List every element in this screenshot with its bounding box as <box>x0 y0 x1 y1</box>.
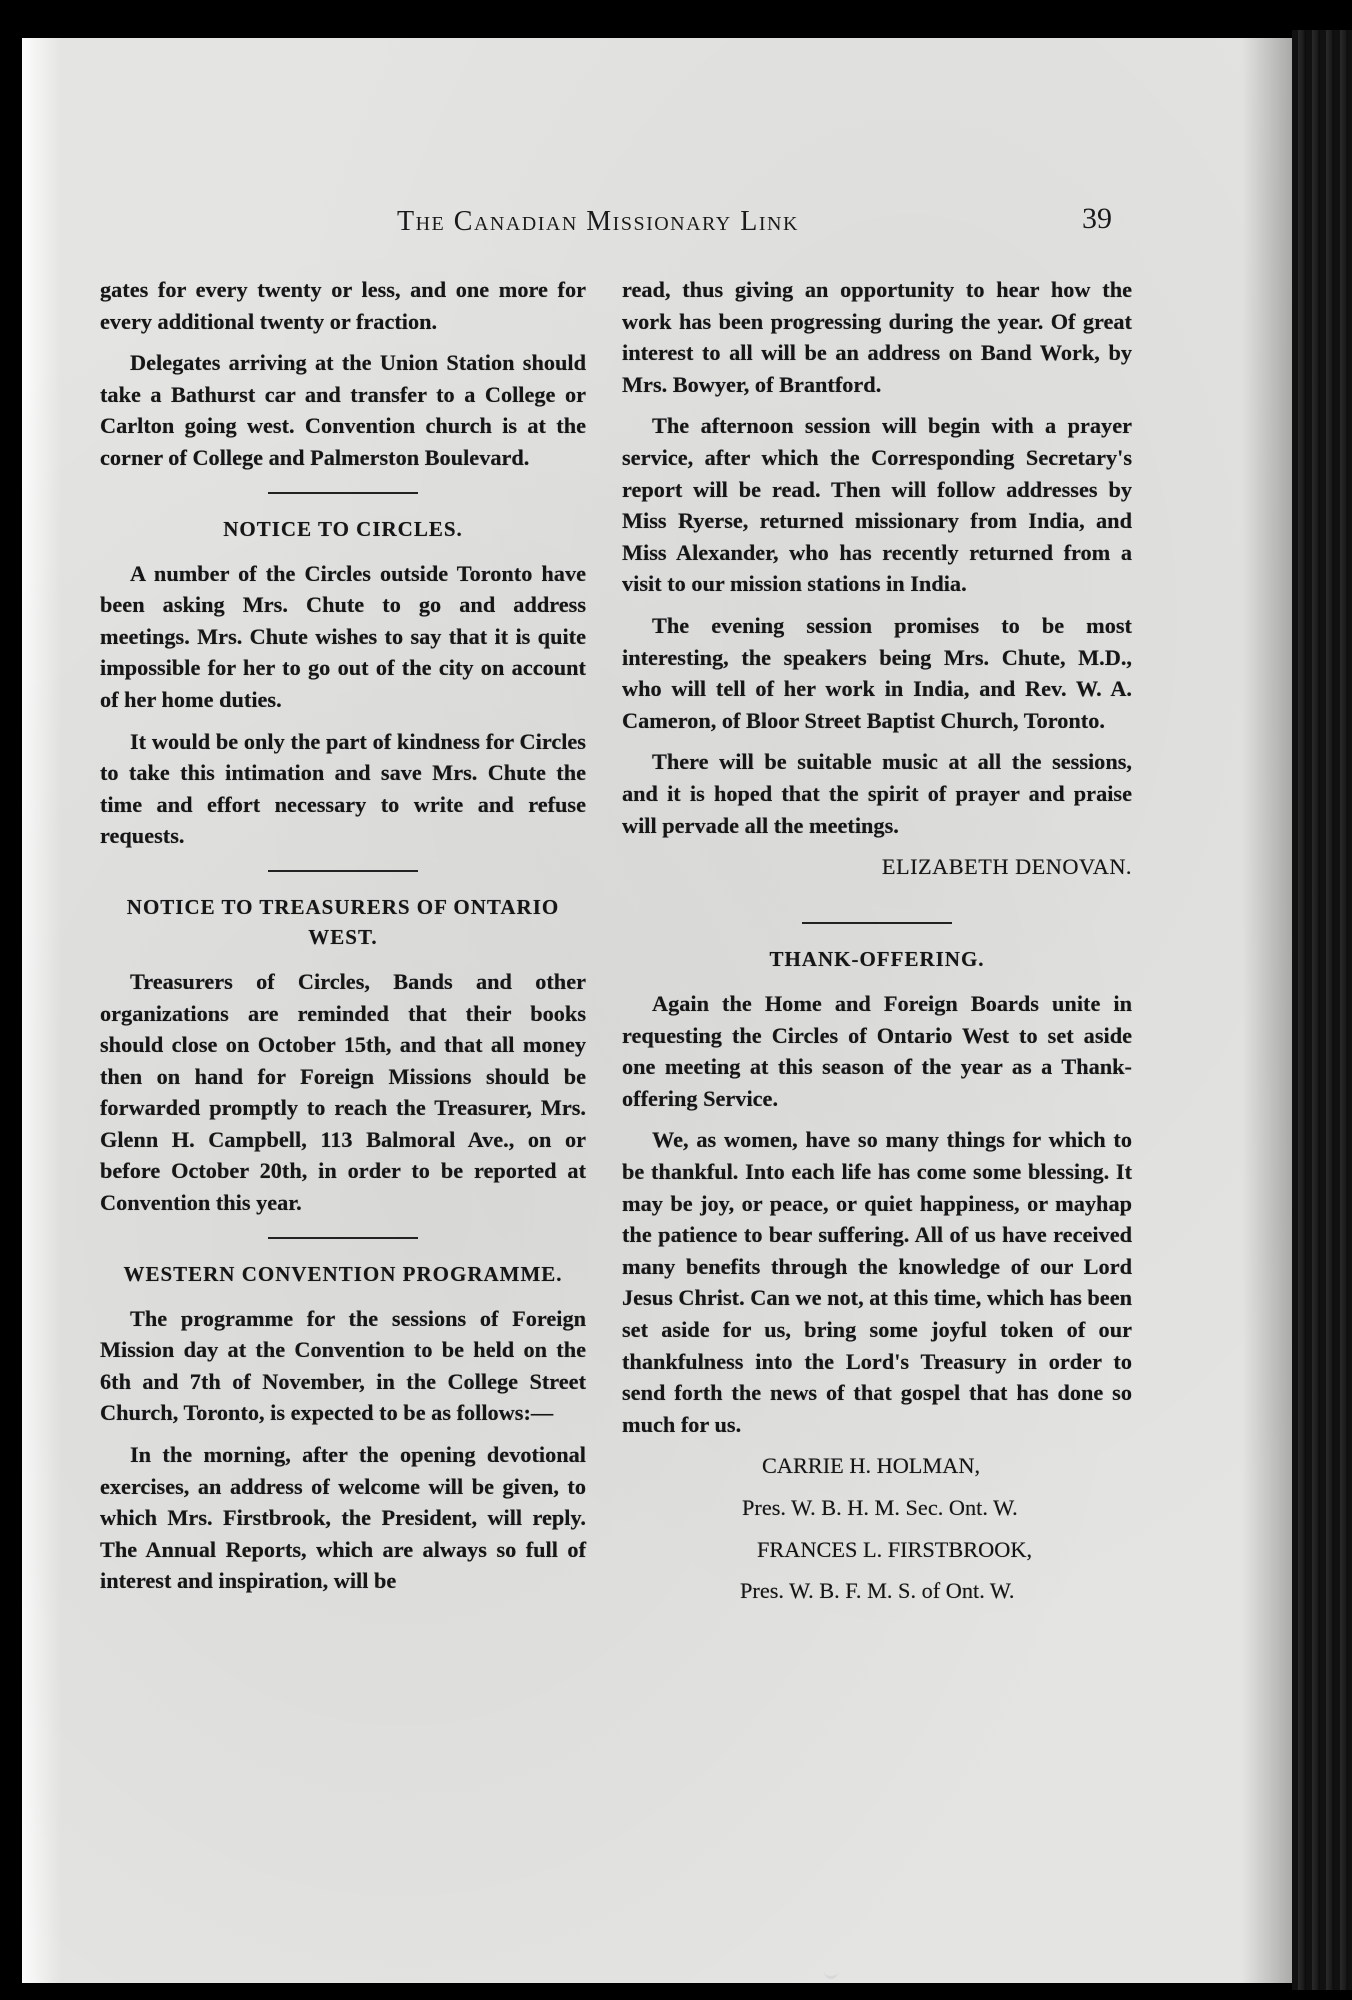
paragraph: gates for every twenty or less, and one more for every additional twenty or fraction. <box>100 277 586 334</box>
running-title: The Canadian Missionary Link <box>397 206 799 237</box>
section-heading-programme: WESTERN CONVENTION PROGRAMME. <box>123 1261 563 1286</box>
signature-firstbrook-title: Pres. W. B. F. M. S. of Ont. W. <box>740 1578 1015 1604</box>
paragraph: A number of the Circles outside Toronto have been asking Mrs. Chute to go and address meetings. Mrs. Chute wishes to say that it is quite impossible for her to go out of the city on account of her home duties. <box>100 560 586 712</box>
scanned-page <box>22 38 1292 1983</box>
paragraph: The afternoon session will begin with a prayer service, after which the Corresponding Secretary's report will be read. Then will follow addresses by Miss Ryerse, returned missionary from India, and Miss Alexander, who has recently returned from a visit to our mission stations in India. <box>622 413 1132 597</box>
signature-firstbrook: FRANCES L. FIRSTBROOK, <box>757 1536 1033 1562</box>
paragraph: We, as women, have so many things for which to be thankful. Into each life has come some blessing. It may be joy, or peace, or quiet happiness, or mayhap the patience to bear suffering. All of us have received many benefits through the knowledge of our Lord Jesus Christ. Can we not, at this time, which has been set aside for us, bring some joyful token of our thankfulness into the Lord's Treasury in order to send forth the news of that gospel that has done so much for us. <box>622 1127 1132 1437</box>
paragraph: In the morning, after the opening devotional exercises, an address of welcome will be given, to which Mrs. Firstbrook, the President, will reply. The Annual Reports, which are always so full of interest and inspiration, will be <box>100 1442 586 1594</box>
section-heading-thank-offering: THANK-OFFERING. <box>769 947 985 972</box>
signature-holman-title: Pres. W. B. H. M. Sec. Ont. W. <box>742 1495 1018 1520</box>
left-column <box>100 274 586 1607</box>
paragraph: Delegates arriving at the Union Station should take a Bathurst car and transfer to a College or Carlton going west. Convention church is at the corner of College and Palmerston Boulevard. <box>100 350 586 470</box>
right-column <box>622 274 1132 1617</box>
section-divider <box>802 922 952 924</box>
paragraph: read, thus giving an opportunity to hear how the work has been progressing during the year. Of great interest to all will be an address on Band Work, by Mrs. Bowyer, of Brantford. <box>622 277 1132 397</box>
paragraph: Again the Home and Foreign Boards unite in requesting the Circles of Ontario West to set aside one meeting at this season of the year as a Thank-offering Service. <box>622 991 1132 1111</box>
section-divider <box>268 1237 418 1239</box>
paragraph: There will be suitable music at all the sessions, and it is hoped that the spirit of prayer and praise will pervade all the meetings. <box>622 749 1132 838</box>
section-divider <box>268 870 418 872</box>
section-divider <box>268 492 418 494</box>
paragraph: The evening session promises to be most interesting, the speakers being Mrs. Chute, M.D., who will tell of her work in India, and Rev. W. A. Cameron, of Bloor Street Baptist Church, Toronto. <box>622 612 1132 733</box>
section-heading-treasurers: NOTICE TO TREASURERS OF ONTARIO WEST. <box>126 894 560 949</box>
paragraph: It would be only the part of kindness for Circles to take this intimation and save Mrs. Chute the time and effort necessary to write and refuse requests. <box>100 728 586 849</box>
paragraph: The programme for the sessions of Foreign Mission day at the Convention to be held on the 6th and 7th of November, in the College Street Church, Toronto, is expected to be as follows:— <box>100 1305 586 1426</box>
book-spine-edge <box>1292 30 1352 1990</box>
signature-denovan: ELIZABETH DENOVAN. <box>881 854 1132 880</box>
signature-holman: CARRIE H. HOLMAN, <box>762 1453 981 1479</box>
section-heading-circles: NOTICE TO CIRCLES. <box>223 516 463 541</box>
page-number: 39 <box>1082 202 1112 235</box>
page-header <box>22 184 1292 240</box>
paragraph: Treasurers of Circles, Bands and other organizations are reminded that their books should close on October 15th, and that all money then on hand for Foreign Missions should be forwarded promptly to reach the Treasurer, Mrs. Glenn H. Campbell, 113 Balmoral Ave., on or before October 20th, in order to be reported at Convention this year. <box>100 968 586 1216</box>
